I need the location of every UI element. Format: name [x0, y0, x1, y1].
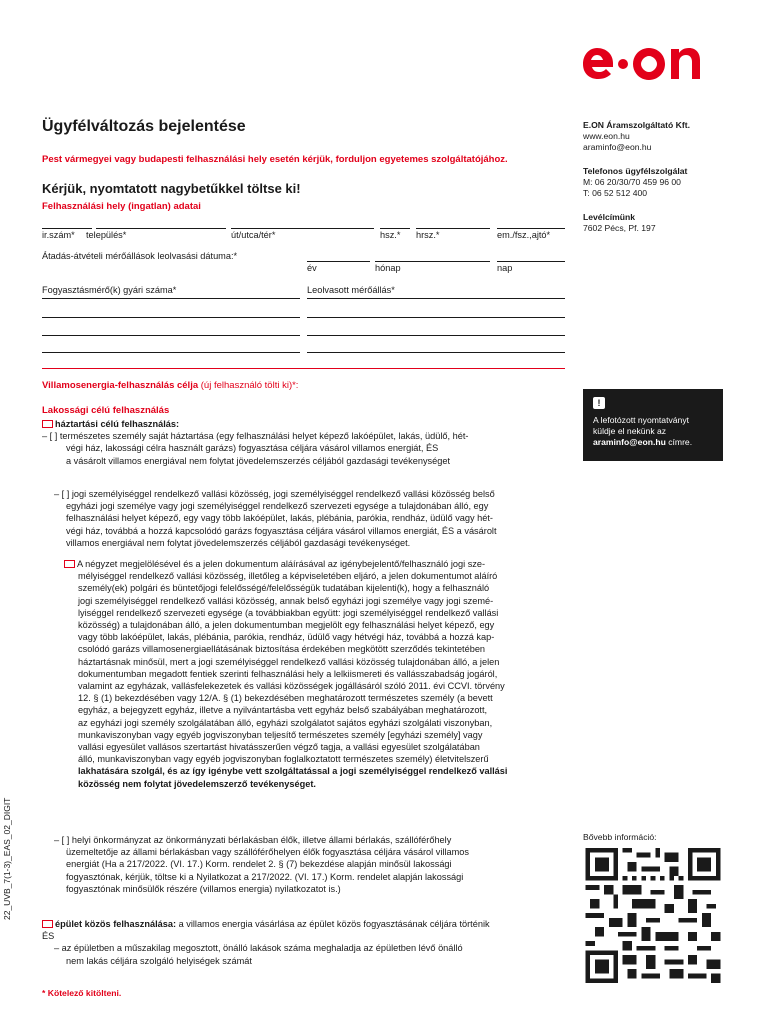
p3-line: háztartásnak minősül, mert a jogi személyiséggel rendelkező vallási közösség tulajdonában álló, a jelen — [78, 656, 500, 667]
email-link[interactable]: araminfo@eon.hu — [583, 142, 652, 152]
contact-block — [583, 120, 690, 153]
p1-line-3: a vásárolt villamos energiával nem folytat jövedelemszerzés céljából gazdasági tevékenységet — [66, 455, 451, 466]
hrsz-label: hrsz.* — [416, 230, 440, 240]
purpose-heading — [42, 380, 298, 391]
p3-line: közösség) a tulajdonában álló, a jelen dokumentumban megjelölt egy felhasználási helyet képező, egy — [78, 620, 495, 631]
year-label: év — [307, 263, 317, 273]
common-use-es: ÉS — [42, 931, 55, 942]
hsz-field[interactable] — [380, 228, 410, 229]
p2-line: – [ ] jogi személyiséggel rendelkező vallási közösség, jogi személyiséggel rendelkező vallási közösség belső — [54, 489, 495, 499]
p3-line: 12. § (1) bekezdésében vagy 12/A. § (1) bekezdésében meghatározott természetes személy (a bevett — [78, 693, 493, 704]
company-name: E.ON Áramszolgáltató Kft. — [583, 120, 690, 130]
p2-line: végi ház, továbbá a hozzá kapcsolódó garázs fogyasztása céljára vásárol villamos energiát, ÉS a vásárolt — [66, 525, 497, 536]
phone-landline: T: 06 52 512 400 — [583, 188, 648, 198]
website-link[interactable]: www.eon.hu — [583, 131, 630, 141]
p3-line: A négyzet megjelölésével és a jelen dokumentum aláírásával az igénybejelentő/felhasználó jogi sze- — [77, 559, 486, 569]
hrsz-field[interactable] — [416, 228, 490, 229]
reading-field-1[interactable] — [307, 298, 565, 299]
em-label: em./fsz.,ajtó* — [497, 230, 551, 240]
residential-heading: Lakossági célú felhasználás — [42, 405, 170, 416]
em-field[interactable] — [497, 228, 565, 229]
telepules-field[interactable] — [96, 228, 226, 229]
mail-block — [583, 212, 656, 234]
p2-line: villamos energiával nem folytat jövedelemszerzés céljából gazdasági tevékenységet. — [66, 537, 411, 548]
irszam-label: ir.szám* — [42, 230, 75, 240]
instruction-text: Kérjük, nyomtatott nagybetűkkel töltse ki! — [42, 181, 301, 196]
infobox-line2: küldje el nekünk az — [593, 426, 667, 436]
p2-line: egyházi jogi személye vagy jogi személyiséggel rendelkező szervezeti egysége a tulajdonában álló, egy — [66, 501, 489, 512]
send-photo-infobox — [583, 389, 723, 461]
p3-line: személy(ek) polgári és büntetőjogi felelősségé/felelősségük tudatában kijelenti(k), hogy a felhasználó — [78, 583, 490, 594]
meter-field-1[interactable] — [42, 298, 300, 299]
religious-checkbox[interactable] — [64, 560, 75, 568]
phone-mobile: M: 06 20/30/70 459 96 00 — [583, 177, 681, 187]
infobox-suffix: címre. — [665, 437, 693, 447]
p6-line-2: nem lakás céljára szolgáló helyiségek számát — [66, 955, 252, 966]
meter-field-2[interactable] — [42, 317, 300, 318]
day-label: nap — [497, 263, 513, 273]
p3-line: mélyiséggel rendelkező vallási közösség, illetőleg a képviseletében eljáró, a jelen dokumentumot aláíró — [78, 571, 498, 582]
year-field[interactable] — [307, 261, 370, 262]
p1-line-2: végi ház, lakossági célra használt garázs) fogyasztása céljára vásárol villamos energiát, ÉS — [66, 443, 439, 454]
qr-code[interactable] — [583, 848, 723, 983]
p3-line: munkaviszonyban vagy egyéb jogviszonyban teljesítő természetes személy [egyházi személy] vagy — [78, 729, 483, 740]
common-use-checkbox[interactable] — [42, 920, 53, 928]
p4-line: fogyasztónak, kérjük, töltse ki a Nyilatkozat a 217/2022. (VI. 17.) Korm. rendelet alapján lakossági — [66, 871, 464, 882]
hsz-label: hsz.* — [380, 230, 401, 240]
exclamation-icon: ! — [593, 397, 605, 409]
p3-line: csolódó garázs villamosenergiaellátásának biztosítása érdekében megkötött szerződés tekintetében — [78, 644, 486, 655]
purpose-note: (új felhasználó tölti ki)*: — [200, 380, 299, 391]
meter-field-4[interactable] — [42, 352, 300, 353]
common-use-option — [42, 918, 572, 967]
reading-field-2[interactable] — [307, 317, 565, 318]
household-checkbox[interactable] — [42, 420, 53, 428]
p3-line: álló, munkaviszonyban vagy egyéb jogviszonyban foglalkoztatott természetes személy) életvitelszerű — [78, 754, 489, 765]
telepules-label: település* — [86, 230, 127, 240]
section-divider — [42, 368, 565, 369]
mail-title: Levélcímünk — [583, 212, 636, 222]
p3-line: valamint az egyházak, vallásfelekezetek és vallási közösségek jogállásáról szóló 2011. évi CCVI. törvény — [78, 681, 505, 692]
document-code: 22_UVB_7(1-3)_EAS_02_DIGIT — [2, 797, 12, 920]
more-info-label: Bővebb információ: — [583, 832, 657, 842]
required-note: * Kötelező kitölteni. — [42, 988, 122, 998]
date-label: Átadás-átvételi mérőállások leolvasási dátuma:* — [42, 251, 238, 261]
p3-line: közösség nem folytat jövedelemszerző tevékenységet. — [78, 778, 316, 789]
p4-line: – [ ] helyi önkormányzat az önkormányzati bérlakásban élők, illetve állami bérlakás, szállóférőhely — [54, 835, 452, 845]
utca-label: út/utca/tér* — [231, 230, 276, 240]
p3-line: vallási egyesület vallásos szertartást hivatásszerűen végző tagja, a vallási egyesület szolgálatában — [78, 742, 480, 753]
reading-field-4[interactable] — [307, 352, 565, 353]
p3-line: lakhatására szolgál, és az így igénybe vett szolgáltatással a jogi személyiséggel rendelkező vallási — [78, 766, 508, 777]
common-use-label: épület közös felhasználása: — [55, 919, 177, 929]
p3-line: lyiséggel rendelkező szervezeti egysége (a továbbiakban együtt: jogi személyiséggel rendelkező vallási — [78, 607, 499, 618]
p3-block — [64, 558, 574, 790]
month-field[interactable] — [375, 261, 490, 262]
day-field[interactable] — [497, 261, 565, 262]
p3-line: dokumentumban megadott fentiek szerinti felhasználási hely a lelkiismereti és vallásszabadság jogáról, — [78, 668, 498, 679]
p3-line: egyház, a bejegyzett egyház, illetve a nyilvántartásba vett egyház belső szabályában meghatározott, — [78, 705, 488, 716]
p2-block — [54, 488, 569, 549]
common-use-text: a villamos energia vásárlása az épület közös fogyasztásának céljára történik — [176, 919, 490, 929]
phone-block — [583, 166, 687, 199]
utca-field[interactable] — [231, 228, 374, 229]
p4-line: energiát (Ha a 217/2022. (VI. 17.) Korm. rendelet 2. § (7) bekezdése alapján minősül lakossági — [66, 859, 452, 870]
irszam-field[interactable] — [42, 228, 92, 229]
p2-line: felhasználási helyet képező, egy vagy több lakóépület, lakás, plébánia, parókia, rendház, üdülő vagy hét- — [66, 513, 493, 524]
mail-address: 7602 Pécs, Pf. 197 — [583, 223, 656, 233]
reading-label: Leolvasott mérőállás* — [307, 285, 395, 295]
meter-field-3[interactable] — [42, 335, 300, 336]
meter-label: Fogyasztásmérő(k) gyári száma* — [42, 285, 177, 295]
month-label: hónap — [375, 263, 401, 273]
p4-block — [54, 834, 569, 895]
eon-logo — [583, 42, 728, 84]
infobox-email[interactable]: araminfo@eon.hu — [593, 437, 666, 447]
household-label: háztartási célú felhasználás: — [55, 419, 180, 429]
p4-line: fogyasztónak minősülők részére (villamos energia) nyilatkozatot is.) — [66, 883, 341, 894]
reading-field-3[interactable] — [307, 335, 565, 336]
infobox-line1: A lefotózott nyomtatványt — [593, 415, 690, 425]
warning-text: Pest vármegyei vagy budapesti felhasználási hely esetén kérjük, forduljon egyetemes szolgáltatójához. — [42, 154, 508, 165]
p6-line-1: – az épületben a műszakilag megosztott, önálló lakások száma meghaladja az épületben lévő önálló — [54, 943, 463, 954]
section-place-heading: Felhasználási hely (ingatlan) adatai — [42, 201, 201, 212]
household-option — [42, 418, 567, 467]
phone-title: Telefonos ügyfélszolgálat — [583, 166, 688, 176]
page-title: Ügyfélváltozás bejelentése — [42, 118, 246, 135]
p3-line: vagy több lakóépület, lakás, plébánia, parókia, rendház, üdülő vagy hétvégi ház, továbbá a hozzá kap- — [78, 632, 495, 643]
p3-line: az egyházi jogi személy szolgálatában álló, egyházi szolgálatot sajátos egyházi szolgálati viszonyban, — [78, 717, 493, 728]
p4-line: üzemeltetője az állami bérlakásban vagy szállóférőhelyen élők fogyasztása céljára vásárol villamos — [66, 847, 469, 858]
purpose-title: Villamosenergia-felhasználás célja — [42, 380, 199, 391]
p1-line-1: – [ ] természetes személy saját háztartása (egy felhasználási helyet képező lakóépület, lakás, üdülő, hét- — [42, 431, 469, 442]
p3-line: jogi személyiséggel rendelkező vallási közösség, annak belső egyházi jogi személye vagy jogi szemé- — [78, 595, 494, 606]
